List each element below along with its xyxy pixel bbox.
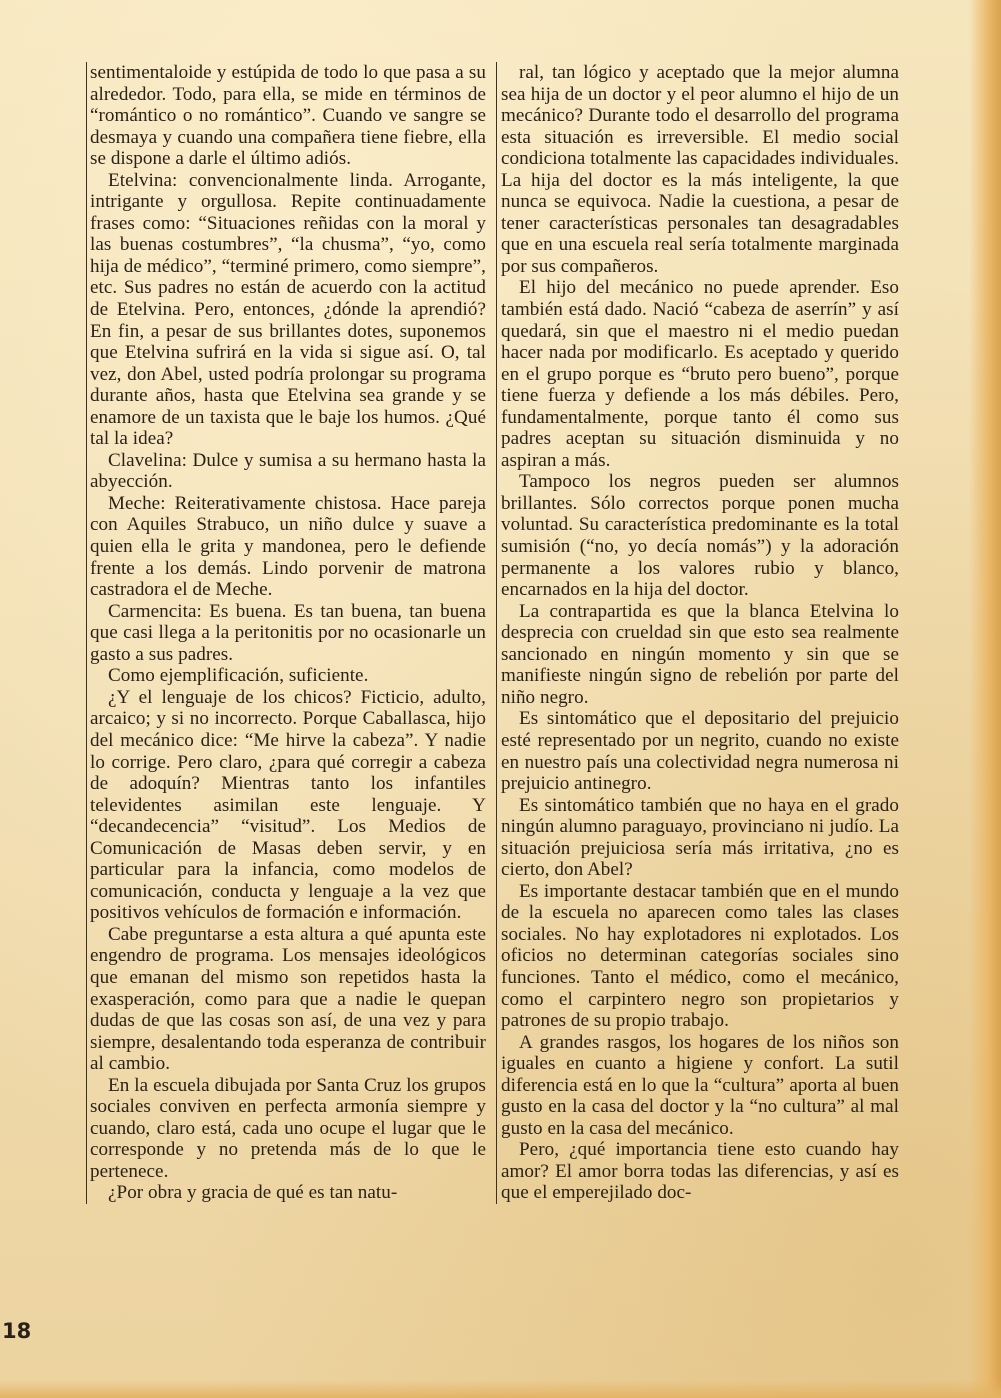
paragraph: Meche: Reiterativamente chistosa. Hace pareja con Aquiles Strabuco, un niño dulce y suave a quien ella le grita y mandonea, pero le defiende frente a los demás. Lindo porvenir de matrona castradora el de Meche. <box>90 492 486 601</box>
paragraph: Es importante destacar también que en el mundo de la escuela no aparecen como tales las clases sociales. No hay explotadores ni explotados. Los oficios no determinan categorías sociales sino funciones. Tanto el médico, como el mecánico, como el carpintero negro son propietarios y patrones de su propio trabajo. <box>501 880 899 1032</box>
paragraph: En la escuela dibujada por Santa Cruz los grupos sociales conviven en perfecta armonía siempre y cuando, claro está, cada uno ocupe el lugar que le corresponde y no pretenda más de lo que le pertenece. <box>90 1074 486 1182</box>
paragraph: Como ejemplificación, suficiente. <box>108 665 369 687</box>
page-bottom-edge <box>0 1380 1001 1398</box>
left-column <box>86 62 486 1204</box>
paragraph: Es sintomático que el depositario del prejuicio esté representado por un negrito, cuando no existe en nuestro país una colectividad negra numerosa ni prejuicio antinegro. <box>501 708 899 795</box>
page-edge-shadow <box>969 0 1001 1398</box>
paragraph: La contrapartida es que la blanca Etelvina lo desprecia con crueldad sin que esto sea realmente sancionado en ningún momento y sin que se manifieste ningún signo de rebelión por parte del niño negro. <box>501 600 899 708</box>
paragraph: Cabe preguntarse a esta altura a qué apunta este engendro de programa. Los mensajes ideológicos que emanan del mismo son repetidos hasta la exasperación, como para que a nadie le quepan dudas de que las cosas son así, de una vez y para siempre, desalentando toda esperanza de contribuir al cambio. <box>90 923 486 1075</box>
paragraph: ral, tan lógico y aceptado que la mejor alumna sea hija de un doctor y el peor alumno el hijo de un mecánico? Durante todo el desarrollo del programa esta situación es irreversible. El medio social condiciona totalmente las capacidades individuales. La hija del doctor es la más inteligente, la que nunca se equivoca. Nadie la cuestiona, a pesar de tener características personales tan desagradables que en una escuela real sería totalmente marginada por sus compañeros. <box>501 62 899 277</box>
right-column <box>496 62 899 1204</box>
page-number: 18 <box>2 1319 32 1343</box>
paragraph: El hijo del mecánico no puede aprender. Eso también está dado. Nació “cabeza de aserrín” y así quedará, sin que el maestro ni el medio puedan hacer nada por modificarlo. Es aceptado y querido en el grupo porque es “bruto pero bueno”, porque tiene fuerza y defiende a los más débiles. Pero, fundamentalmente, porque tanto él como sus padres aceptan su situación disminuida y no aspiran a más. <box>501 277 899 471</box>
paragraph: Pero, ¿qué importancia tiene esto cuando hay amor? El amor borra todas las diferencias, y así es que el emperejilado doc- <box>501 1139 899 1204</box>
paragraph: ¿Por obra y gracia de qué es tan natu- <box>108 1182 398 1204</box>
paragraph: sentimentaloide y estúpida de todo lo que pasa a su alrededor. Todo, para ella, se mide en términos de “romántico o no romántico”. Cuando ve sangre se desmaya y cuando una compañera tiene fiebre, ella se dispone a darle el último adiós. <box>90 62 486 170</box>
paragraph: Es sintomático también que no haya en el grado ningún alumno paraguayo, provinciano ni judío. La situación prejuiciosa sería más irritativa, ¿no es cierto, don Abel? <box>501 794 899 881</box>
paragraph: ¿Y el lenguaje de los chicos? Ficticio, adulto, arcaico; y si no incorrecto. Porque Caballasca, hijo del mecánico dice: “Me hirve la cabeza”. Y nadie lo corrige. Pero claro, ¿para qué corregir a cabeza de adoquín? Mientras tanto los infantiles televidentes asimilan este lenguaje. Y “decandecencia” “visitud”. Los Medios de Comunicación de Masas deben servir, y en particular para la infancia, como modelos de comunicación, conducta y lenguaje a la vez que positivos vehículos de formación e información. <box>90 686 486 924</box>
paragraph: Carmencita: Es buena. Es tan buena, tan buena que casi llega a la peritonitis por no ocasionarle un gasto a sus padres. <box>90 600 486 665</box>
paragraph: Clavelina: Dulce y sumisa a su hermano hasta la abyección. <box>90 449 486 493</box>
paragraph: A grandes rasgos, los hogares de los niños son iguales en cuanto a higiene y confort. La sutil diferencia está en lo que la “cultura” aporta al buen gusto en la casa del doctor y la “no cultura” al mal gusto en la casa del mecánico. <box>501 1031 899 1139</box>
paragraph: Etelvina: convencionalmente linda. Arrogante, intrigante y orgullosa. Repite continuadamente frases como: “Situaciones reñidas con la moral y las buenas costumbres”, “la chusma”, “yo, como hija de médico”, “terminé primero, como siempre”, etc. Sus padres no están de acuerdo con la actitud de Etelvina. Pero, entonces, ¿dónde la aprendió? En fin, a pesar de sus brillantes dotes, suponemos que Etelvina sufrirá en la vida si sigue así. O, tal vez, don Abel, usted podría prolongar su programa durante años, hasta que Etelvina sea grande y se enamore de un taxista que le baje los humos. ¿Qué tal la idea? <box>90 169 486 450</box>
paragraph: Tampoco los negros pueden ser alumnos brillantes. Sólo correctos porque ponen mucha voluntad. Su característica predominante es la total sumisión (“no, yo decía nomás”) y la adoración permanente a los valores rubio y blanco, encarnados en la hija del doctor. <box>501 471 899 601</box>
